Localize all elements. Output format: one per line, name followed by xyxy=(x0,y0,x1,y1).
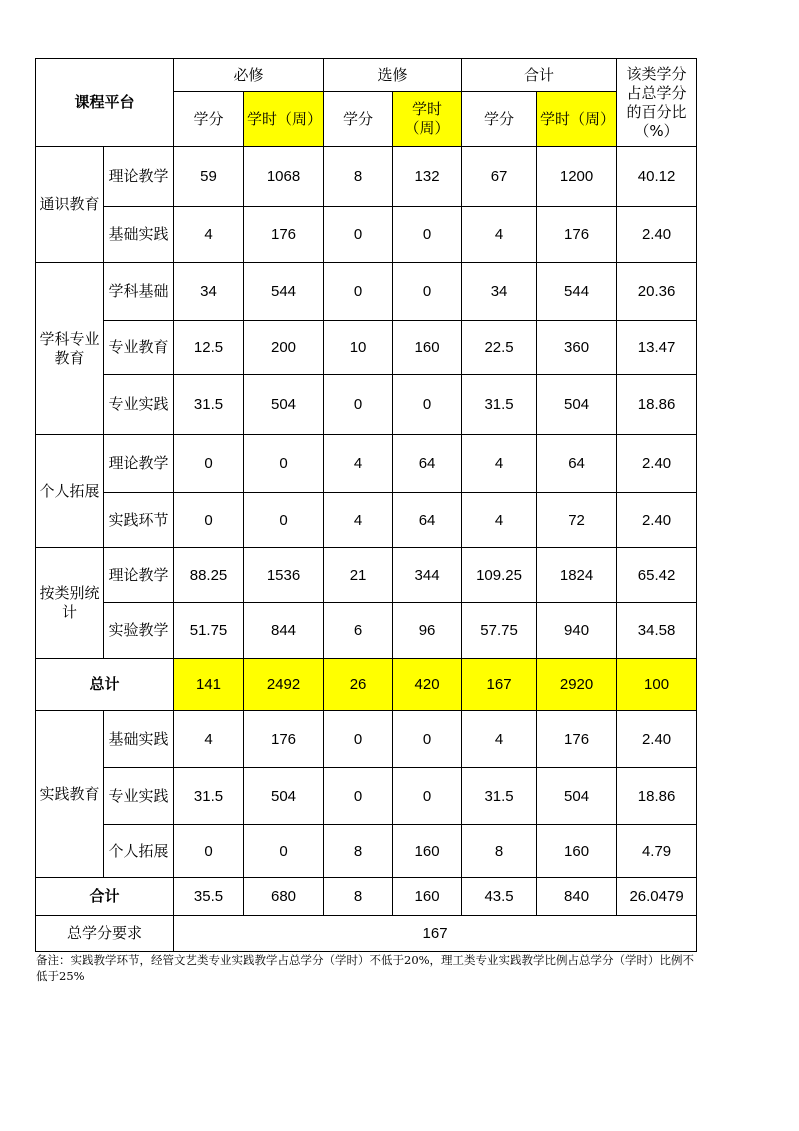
table-row xyxy=(36,711,697,768)
row-label: 理论教学 xyxy=(104,147,174,207)
cell: 176 xyxy=(537,711,617,768)
cell: 1824 xyxy=(537,548,617,603)
platform-header: 课程平台 xyxy=(36,59,174,147)
elective-header: 选修 xyxy=(324,59,462,92)
cell: 0 xyxy=(393,263,462,321)
table-row xyxy=(36,493,697,548)
curriculum-credit-table xyxy=(35,58,697,952)
cell: 4 xyxy=(324,435,393,493)
total-credits-label: 总学分要求 xyxy=(36,916,174,952)
cell: 0 xyxy=(244,493,324,548)
table-row xyxy=(36,768,697,825)
cell: 160 xyxy=(393,878,462,916)
section-major: 学科专业教育 xyxy=(36,263,104,435)
cell: 360 xyxy=(537,321,617,375)
cell: 31.5 xyxy=(462,768,537,825)
row-label: 专业教育 xyxy=(104,321,174,375)
cell: 35.5 xyxy=(174,878,244,916)
cell: 0 xyxy=(244,435,324,493)
cell: 160 xyxy=(393,825,462,878)
table-row xyxy=(36,147,697,207)
table-row xyxy=(36,375,697,435)
credit-subheader: 学分 xyxy=(462,92,537,147)
cell: 34 xyxy=(462,263,537,321)
table-row xyxy=(36,825,697,878)
grand-total-label: 总计 xyxy=(36,659,174,711)
header-row-1 xyxy=(36,59,697,92)
cell: 0 xyxy=(324,207,393,263)
hours-subheader: 学时（周） xyxy=(537,92,617,147)
cell: 34.58 xyxy=(617,603,697,659)
cell: 4 xyxy=(174,207,244,263)
cell: 344 xyxy=(393,548,462,603)
section-practice: 实践教育 xyxy=(36,711,104,878)
cell: 22.5 xyxy=(462,321,537,375)
cell: 176 xyxy=(537,207,617,263)
cell: 160 xyxy=(537,825,617,878)
cell: 141 xyxy=(174,659,244,711)
cell: 844 xyxy=(244,603,324,659)
cell: 4 xyxy=(462,207,537,263)
cell: 504 xyxy=(537,375,617,435)
cell: 2.40 xyxy=(617,435,697,493)
cell: 0 xyxy=(244,825,324,878)
grand-total-row xyxy=(36,659,697,711)
cell: 0 xyxy=(393,207,462,263)
cell: 200 xyxy=(244,321,324,375)
cell: 1068 xyxy=(244,147,324,207)
cell: 2.40 xyxy=(617,207,697,263)
cell: 0 xyxy=(324,711,393,768)
cell: 26 xyxy=(324,659,393,711)
total-credits-row xyxy=(36,916,697,952)
cell: 64 xyxy=(537,435,617,493)
cell: 680 xyxy=(244,878,324,916)
cell: 8 xyxy=(324,825,393,878)
cell: 13.47 xyxy=(617,321,697,375)
row-label: 个人拓展 xyxy=(104,825,174,878)
cell: 4 xyxy=(462,493,537,548)
cell: 40.12 xyxy=(617,147,697,207)
cell: 544 xyxy=(244,263,324,321)
table-row xyxy=(36,321,697,375)
row-label: 实践环节 xyxy=(104,493,174,548)
cell: 8 xyxy=(462,825,537,878)
cell: 64 xyxy=(393,493,462,548)
cell: 0 xyxy=(324,768,393,825)
cell: 0 xyxy=(393,768,462,825)
cell: 31.5 xyxy=(174,768,244,825)
cell: 18.86 xyxy=(617,768,697,825)
cell: 72 xyxy=(537,493,617,548)
cell: 8 xyxy=(324,878,393,916)
table-row xyxy=(36,263,697,321)
cell: 26.0479 xyxy=(617,878,697,916)
cell: 132 xyxy=(393,147,462,207)
cell: 4 xyxy=(462,711,537,768)
cell: 0 xyxy=(174,825,244,878)
hours-subheader: 学时（周） xyxy=(244,92,324,147)
cell: 57.75 xyxy=(462,603,537,659)
row-label: 专业实践 xyxy=(104,768,174,825)
cell: 64 xyxy=(393,435,462,493)
cell: 420 xyxy=(393,659,462,711)
row-label: 理论教学 xyxy=(104,435,174,493)
cell: 67 xyxy=(462,147,537,207)
practice-total-row xyxy=(36,878,697,916)
cell: 4 xyxy=(174,711,244,768)
cell: 88.25 xyxy=(174,548,244,603)
cell: 12.5 xyxy=(174,321,244,375)
cell: 1200 xyxy=(537,147,617,207)
cell: 18.86 xyxy=(617,375,697,435)
row-label: 基础实践 xyxy=(104,711,174,768)
practice-total-label: 合计 xyxy=(36,878,174,916)
cell: 109.25 xyxy=(462,548,537,603)
total-credits-value: 167 xyxy=(174,916,697,952)
cell: 20.36 xyxy=(617,263,697,321)
cell: 840 xyxy=(537,878,617,916)
footnote: 备注：实践教学环节，经管文艺类专业实践教学占总学分（学时）不低于20%，理工类专业实践教学比例占总学分（学时）比例不低于25% xyxy=(36,953,695,983)
row-label: 实验教学 xyxy=(104,603,174,659)
section-by-type: 按类别统计 xyxy=(36,548,104,659)
cell: 176 xyxy=(244,207,324,263)
cell: 43.5 xyxy=(462,878,537,916)
cell: 2492 xyxy=(244,659,324,711)
cell: 10 xyxy=(324,321,393,375)
cell: 8 xyxy=(324,147,393,207)
cell: 0 xyxy=(393,711,462,768)
cell: 176 xyxy=(244,711,324,768)
table-row xyxy=(36,207,697,263)
cell: 167 xyxy=(462,659,537,711)
section-personal: 个人拓展 xyxy=(36,435,104,548)
subtotal-header: 合计 xyxy=(462,59,617,92)
credit-subheader: 学分 xyxy=(174,92,244,147)
row-label: 专业实践 xyxy=(104,375,174,435)
cell: 96 xyxy=(393,603,462,659)
cell: 31.5 xyxy=(174,375,244,435)
cell: 2.40 xyxy=(617,711,697,768)
cell: 2.40 xyxy=(617,493,697,548)
cell: 0 xyxy=(174,493,244,548)
cell: 59 xyxy=(174,147,244,207)
cell: 504 xyxy=(537,768,617,825)
section-general: 通识教育 xyxy=(36,147,104,263)
row-label: 理论教学 xyxy=(104,548,174,603)
cell: 6 xyxy=(324,603,393,659)
cell: 0 xyxy=(174,435,244,493)
cell: 2920 xyxy=(537,659,617,711)
cell: 504 xyxy=(244,768,324,825)
cell: 940 xyxy=(537,603,617,659)
cell: 0 xyxy=(324,375,393,435)
cell: 0 xyxy=(324,263,393,321)
row-label: 基础实践 xyxy=(104,207,174,263)
required-header: 必修 xyxy=(174,59,324,92)
cell: 4.79 xyxy=(617,825,697,878)
cell: 504 xyxy=(244,375,324,435)
cell: 51.75 xyxy=(174,603,244,659)
cell: 100 xyxy=(617,659,697,711)
cell: 4 xyxy=(324,493,393,548)
cell: 65.42 xyxy=(617,548,697,603)
percentage-header: 该类学分占总学分的百分比（%） xyxy=(617,59,697,147)
cell: 160 xyxy=(393,321,462,375)
row-label: 学科基础 xyxy=(104,263,174,321)
cell: 544 xyxy=(537,263,617,321)
cell: 1536 xyxy=(244,548,324,603)
cell: 34 xyxy=(174,263,244,321)
table-row xyxy=(36,548,697,603)
table-row xyxy=(36,603,697,659)
cell: 21 xyxy=(324,548,393,603)
hours-subheader: 学时（周） xyxy=(393,92,462,147)
table-row xyxy=(36,435,697,493)
cell: 4 xyxy=(462,435,537,493)
cell: 0 xyxy=(393,375,462,435)
credit-subheader: 学分 xyxy=(324,92,393,147)
cell: 31.5 xyxy=(462,375,537,435)
